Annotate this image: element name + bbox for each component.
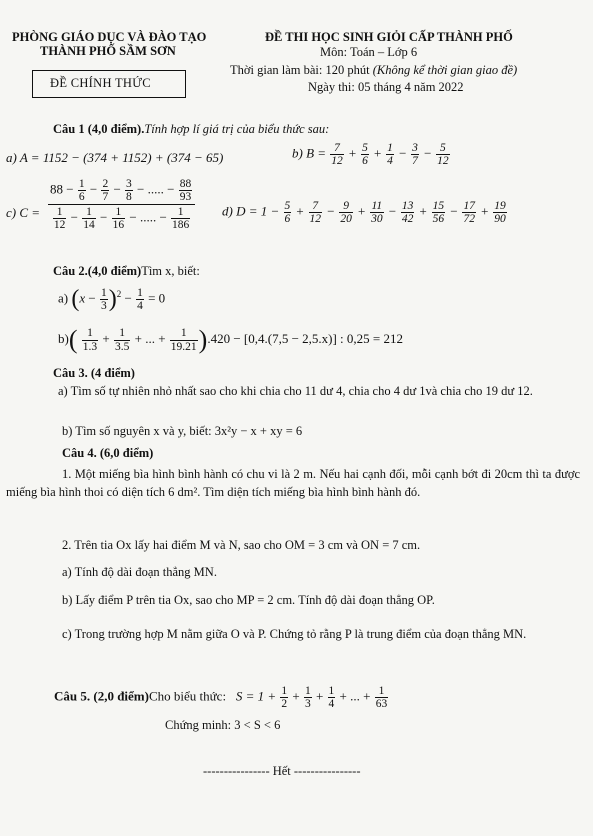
q4-part-2b: b) Lấy điểm P trên tia Ox, sao cho MP = 2 cm. Tính độ dài đoạn thẳng OP. [62,593,435,607]
q1-part-c [48,178,195,231]
q2-b-tail: .420 − [0,4.(7,5 − 2,5.x)] : 0,25 = 212 [207,330,404,346]
q2-title: Câu 2.(4,0 điểm) [53,264,142,278]
q4-part-2: 2. Trên tia Ox lấy hai điểm M và N, sao cho OM = 3 cm và ON = 7 cm. [62,538,421,552]
q2-heading [53,264,200,279]
department-name: PHÒNG GIÁO DỤC VÀ ĐÀO TẠO [12,30,207,44]
q5-title: Câu 5. (2,0 điểm) [54,688,149,704]
exam-time-text: Thời gian làm bài: 120 phút [230,63,370,77]
q1-heading [53,122,329,137]
q1-part-a: a) A = 1152 − (374 + 1152) + (374 − 65) [6,150,224,165]
end-marker: ---------------- Hết ---------------- [203,764,361,778]
q5-s-prefix: S = 1 + [235,688,277,704]
q1-d-prefix: d) D = 1 − [222,203,280,219]
q1-part-b: b) B = $\frac{7}{12}$ + $\frac{5}{6}$ + $\frac{1}{4}$ − $\frac{3}{7}$ − $\frac{5}{12}$ [292,142,449,168]
q2-a-label: a) [58,290,69,306]
exam-title: ĐỀ THI HỌC SINH GIỎI CẤP THÀNH PHỐ [265,30,513,44]
q1-part-d: d) D = 1 − $\frac{5}{6}$ + $\frac{7}{12}$ − $\frac{9}{20}$ + $\frac{11}{30}$ − $\frac{13}{42}$ + $\frac{15}{56}$ − $\frac{17}{72}$ + $\frac{19}{90}$ [222,200,506,226]
q1-c-prefix: c) C = [6,205,41,220]
q2-intro: Tìm x, biết: [141,264,200,278]
q1-c-fraction: 88 − $\frac{1}{6}$ − $\frac{2}{7}$ − $\frac{3}{8}$ − ..... − $\frac{88}{93}$ $\frac{1}{12}$ − $\frac{1}{14}$ − $\frac{1}{16}$ − ..... − $\frac{1}{186}$ [48,178,195,231]
q5-intro: Cho biểu thức: [148,688,227,704]
q5-expression: Câu 5. (2,0 điểm)Cho biểu thức: S = 1 + $\frac{1}{2}$ + $\frac{1}{3}$ + $\frac{1}{4}$ + ... + $\frac{1}{63}$ [54,685,388,711]
q4-part-2a: a) Tính độ dài đoạn thẳng MN. [62,565,217,579]
exam-subject: Môn: Toán – Lớp 6 [320,45,418,59]
q1-title: Câu 1 (4,0 điểm). [53,122,145,136]
q4-title: Câu 4. (6,0 điểm) [62,446,154,460]
q5-prove: Chứng minh: 3 < S < 6 [165,718,281,732]
q3-part-a: a) Tìm số tự nhiên nhỏ nhất sao cho khi chia cho 11 dư 4, chia cho 4 dư 1và chia cho 19 dư 12. [58,384,533,398]
exam-date: Ngày thi: 05 tháng 4 năm 2022 [308,80,464,94]
q4-part-1: 1. Một miếng bìa hình bình hành có chu vi là 2 m. Nếu hai cạnh đối, mỗi cạnh bớt đi 20cm thì ta được miếng bìa hình thoi có diện tích 6 dm². Tìm diện tích miếng bìa hình bình hành đó. [6,467,580,499]
city-name: THÀNH PHỐ SẦM SƠN [40,44,176,58]
q2-b-label: b) [58,330,69,346]
official-label: ĐỀ CHÍNH THỨC [50,76,151,90]
q2-part-a: a) (x − $\frac{1}{3}$ )$^2$ − $\frac{1}{4}$ = 0 [58,286,166,312]
q3-title: Câu 3. (4 điểm) [53,366,135,380]
q1-b-prefix: b) B = [292,145,327,161]
q2-part-b: b)( $\frac{1}{1.3}$ + $\frac{1}{3.5}$ + ... + $\frac{1}{19.21}$ ).420 − [0,4.(7,5 − 2,5.x)] : 0,25 = 212 [58,325,404,354]
q1-intro: Tính hợp lí giá trị của biểu thức sau: [144,122,330,136]
exam-time-note: (Không kể thời gian giao đề) [372,63,518,77]
q3-part-b: b) Tìm số nguyên x và y, biết: 3x²y − x + xy = 6 [62,424,303,438]
q4-part-2c: c) Trong trường hợp M nằm giữa O và P. Chứng tỏ rằng P là trung điểm của đoạn thẳng MN. [62,627,527,641]
exam-time [230,63,517,78]
